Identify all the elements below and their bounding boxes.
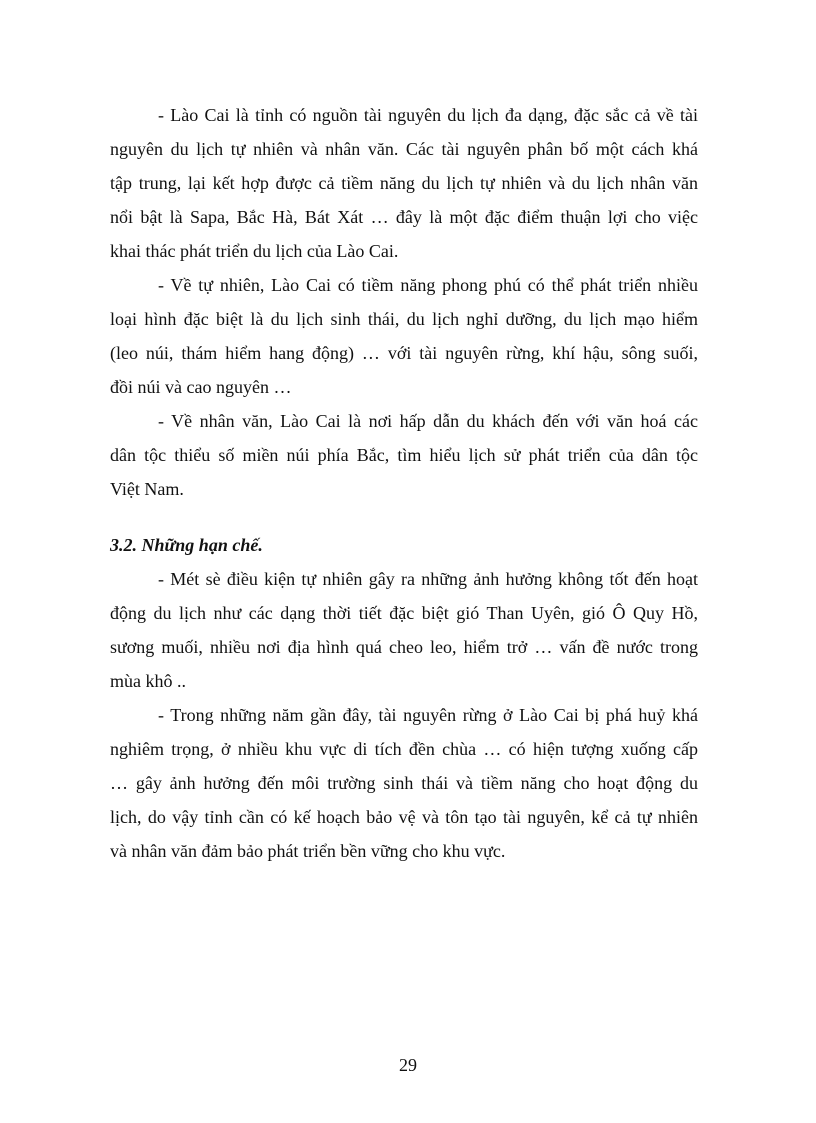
- text-line: - Về nhân văn, Lào Cai là nơi hấp dẫn du khách đến với văn hoá các: [158, 411, 698, 431]
- text-line: và nhân văn đảm bảo phát triển bền vững cho khu vực.: [110, 841, 506, 861]
- text-line: tập trung, lại kết hợp được cả tiềm năng du lịch tự nhiên và du lịch nhân văn: [110, 173, 698, 193]
- text-line: khai thác phát triển du lịch của Lào Cai.: [110, 241, 399, 261]
- paragraph-natural-potential: [110, 268, 698, 404]
- page-number: 29: [399, 1055, 417, 1075]
- text-line: Việt Nam.: [110, 479, 184, 499]
- section-spacer: [158, 506, 698, 528]
- paragraph-natural-limitations: [110, 562, 698, 698]
- text-line: sương muối, nhiều nơi địa hình quá cheo leo, hiểm trở … vấn đề nước trong: [110, 637, 698, 657]
- text-line: dân tộc thiểu số miền núi phía Bắc, tìm hiểu lịch sử phát triển của dân tộc: [110, 445, 698, 465]
- paragraph-cultural-potential: [110, 404, 698, 506]
- text-line: loại hình đặc biệt là du lịch sinh thái, du lịch nghỉ dưỡng, du lịch mạo hiểm: [110, 309, 698, 329]
- text-line: - Về tự nhiên, Lào Cai có tiềm năng phong phú có thể phát triển nhiều: [158, 275, 698, 295]
- text-line: động du lịch như các dạng thời tiết đặc biệt gió Than Uyên, gió Ô Quy Hồ,: [110, 603, 698, 623]
- text-line: mùa khô ..: [110, 671, 186, 691]
- page-content: [110, 98, 698, 868]
- text-line: (leo núi, thám hiểm hang động) … với tài nguyên rừng, khí hậu, sông suối,: [110, 343, 698, 363]
- text-line: nổi bật là Sapa, Bắc Hà, Bát Xát … đây là một đặc điểm thuận lợi cho việc: [110, 207, 698, 227]
- text-line: - Trong những năm gần đây, tài nguyên rừng ở Lào Cai bị phá huỷ khá: [158, 705, 698, 725]
- text-line: nghiêm trọng, ở nhiều khu vực di tích đền chùa … có hiện tượng xuống cấp: [110, 739, 698, 759]
- section-heading: 3.2. Những hạn chế.: [110, 535, 263, 555]
- paragraph-tourism-resources: [110, 98, 698, 268]
- text-line: đồi núi và cao nguyên …: [110, 377, 292, 397]
- text-line: - Lào Cai là tỉnh có nguồn tài nguyên du lịch đa dạng, đặc sắc cả về tài: [158, 105, 698, 125]
- paragraph-resource-degradation: [110, 698, 698, 868]
- text-line: nguyên du lịch tự nhiên và nhân văn. Các tài nguyên phân bố một cách khá: [110, 139, 698, 159]
- text-line: … gây ảnh hưởng đến môi trường sinh thái và tiềm năng cho hoạt động du: [110, 773, 698, 793]
- text-line: lịch, do vậy tỉnh cần có kế hoạch bảo vệ và tôn tạo tài nguyên, kể cả tự nhiên: [110, 807, 698, 827]
- text-line: - Mét sè điều kiện tự nhiên gây ra những ảnh hưởng không tốt đến hoạt: [158, 569, 698, 589]
